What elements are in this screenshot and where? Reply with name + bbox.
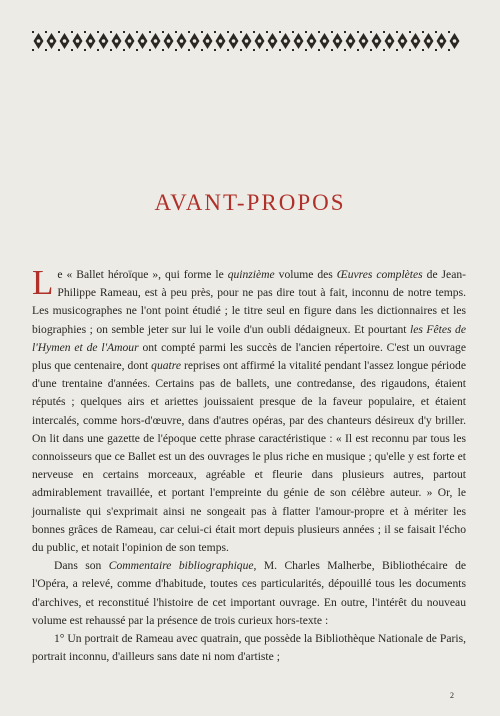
paragraph-1 <box>32 263 467 557</box>
body-text <box>32 263 467 666</box>
paragraph-2: Dans son Commentaire bibliographique, M. Charles Malherbe, Bibliothécaire de l'Opéra, a relevé, comme d'habitude, toutes ces particularités, dépouillé tous les documents d'archives, et reconstitué l'histoire de cet important ouvrage. En outre, l'intérêt du nouveau volume est rehaussé par la présence de trois curieux hors-texte : <box>32 559 467 627</box>
page-number: 2 <box>450 691 454 700</box>
decorative-border-icon <box>32 30 468 52</box>
drop-cap: L <box>32 263 54 302</box>
paragraph-3: 1° Un portrait de Rameau avec quatrain, que possède la Bibliothèque Nationale de Paris, portrait inconnu, d'ailleurs sans date ni nom d'artiste ; <box>32 632 466 664</box>
page-title: AVANT-PROPOS <box>154 190 346 215</box>
paragraph-1-runs: e « Ballet héroïque », qui forme le quinzième volume des Œuvres complètes de Jean-Philippe Rameau, est à peu près, pour ne pas dire tout à fait, inconnu de notre temps. Les musicographes ne l'ont point étudié ; le titre seul en figure dans les dictionnaires et les biographies ; on semble jeter sur lui le voile d'un oubli dédaigneux. Et pourtant les Fêtes de l'Hymen et de l'Amour ont compté parmi les succès de l'ancien répertoire. C'est un ouvrage plus que centenaire, dont quatre reprises ont affirmé la vitalité pendant l'assez longue période d'une trentaine d'années. Certains pas de ballets, une contredanse, des rigaudons, étaient réputés ; quelques airs et ariettes jouissaient presque de la faveur populaire, et étaient intercalés, comme hors-d'œuvre, dans d'autres opéras, par des chanteurs désireux d'y briller. On lit dans une gazette de l'époque cette phrase caractéristique : « Il est reconnu par tous les connoisseurs que ce Ballet est un des ouvrages le plus riche en musique ; qu'elle y est forte et nerveuse en certains morceaux, agréable et fleurie dans plusieurs autres, partout admirablement travaillée, et portant l'empreinte du génie de son célèbre auteur. » Or, le journaliste qui s'exprimait ainsi ne songeait pas à flatter l'amour-propre et à mériter les bonnes grâces de Rameau, car celui-ci était mort depuis plusieurs années ; il se faisait l'écho du public, et notait l'opinion de son temps. <box>32 268 467 555</box>
